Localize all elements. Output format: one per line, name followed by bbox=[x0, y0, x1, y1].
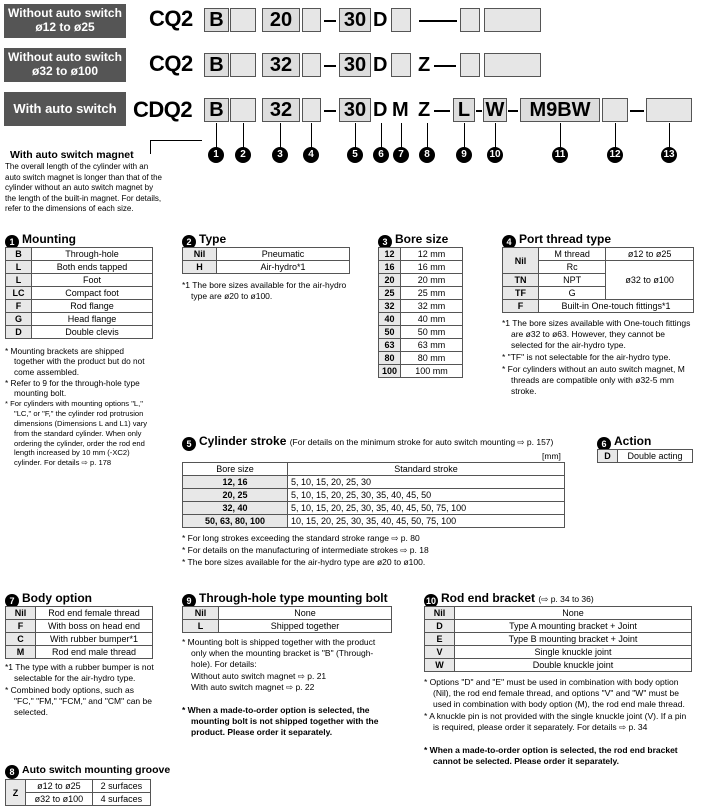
desc-cell: 80 mm bbox=[401, 352, 463, 365]
table-row bbox=[379, 326, 463, 339]
body-option-table bbox=[5, 606, 153, 659]
note-text: Mounting brackets are shipped together with the product but do not come assembled. bbox=[10, 346, 145, 377]
section-title-text: Bore size bbox=[395, 232, 449, 246]
section-number: 5 bbox=[182, 437, 196, 451]
code-cell: F bbox=[503, 300, 539, 313]
table-row bbox=[183, 607, 392, 620]
code-cell: 40 bbox=[379, 313, 401, 326]
row-label-no-switch-small bbox=[4, 4, 126, 38]
bracket-table bbox=[424, 606, 692, 672]
table-row bbox=[6, 780, 151, 793]
groove-table bbox=[5, 779, 151, 806]
table-row bbox=[183, 489, 565, 502]
code-bore: 20 bbox=[262, 8, 300, 32]
code-bolt-blank bbox=[460, 8, 480, 32]
code-port-blank bbox=[302, 53, 321, 77]
table-row bbox=[6, 287, 153, 300]
code-cell: C bbox=[6, 633, 36, 646]
desc-cell: Type B mounting bracket + Joint bbox=[455, 633, 692, 646]
ref-number-circle: 1 bbox=[208, 147, 224, 163]
note: * A knuckle pin is not provided with the single knuckle joint (V). If a pin is required, please order it separately. For details ⇨ p. 34 bbox=[424, 711, 687, 732]
code-cell: 12 bbox=[379, 248, 401, 261]
code-port-blank bbox=[302, 8, 321, 32]
code-mounting: B bbox=[204, 98, 229, 122]
note: * Refer to 9 for the through-hole type mounting bolt. bbox=[5, 377, 140, 399]
desc-cell: Shipped together bbox=[219, 620, 392, 633]
table-row bbox=[379, 365, 463, 378]
note-text: For long strokes exceeding the standard stroke range ⇨ p. 80 bbox=[187, 533, 420, 543]
table-row bbox=[379, 274, 463, 287]
ref-number-circle: 8 bbox=[419, 147, 435, 163]
leader-line bbox=[464, 123, 465, 149]
code-mounting: B bbox=[204, 8, 229, 32]
code-port-blank bbox=[302, 98, 321, 122]
section-number: 6 bbox=[597, 437, 611, 451]
section-number: 7 bbox=[5, 594, 19, 608]
header-cell: Standard stroke bbox=[288, 463, 565, 476]
row-label-text: Without auto switch bbox=[8, 6, 122, 20]
warning-note: * When a made-to-order option is selected, the rod end bracket cannot be selected. Please order it separately. bbox=[424, 745, 678, 766]
desc-cell: Pneumatic bbox=[217, 248, 350, 261]
note-text: When a made-to-order option is selected, the rod end bracket cannot be selected. Please order it separately. bbox=[429, 745, 678, 766]
code-action: D bbox=[373, 54, 388, 76]
desc-cell: Rod end male thread bbox=[36, 646, 153, 659]
code-number-blank bbox=[646, 98, 692, 122]
header-cell: Bore size bbox=[183, 463, 288, 476]
table-row bbox=[425, 659, 692, 672]
section-groove-title bbox=[5, 764, 170, 779]
section-stroke-title bbox=[182, 434, 553, 451]
code-cell: Nil bbox=[425, 607, 455, 620]
code-cell: D bbox=[6, 326, 32, 339]
port-thread-table bbox=[502, 247, 694, 313]
note-text: *1 The type with a rubber bumper is not selectable for the air-hydro type. bbox=[5, 662, 154, 683]
section-number: 2 bbox=[182, 235, 196, 249]
ref-number-circle: 3 bbox=[272, 147, 288, 163]
note-text: A knuckle pin is not provided with the single knuckle joint (V). If a pin is required, please order it separately. For details ⇨ p. 34 bbox=[429, 711, 687, 732]
note-text: Mounting bolt is shipped together with the product only when the mounting bracket is "B" (Through-hole). For details: bbox=[187, 637, 376, 669]
row-label-range: ø32 to ø100 bbox=[31, 64, 99, 79]
dash bbox=[434, 110, 450, 112]
section-title-text: Rod end bracket bbox=[441, 591, 536, 605]
note-text: "TF" is not selectable for the air-hydro type. bbox=[507, 352, 671, 362]
range-cell: ø32 to ø100 bbox=[26, 793, 93, 806]
code-cell: 63 bbox=[379, 339, 401, 352]
code-stroke: 30 bbox=[339, 8, 371, 32]
code-cell: Nil bbox=[6, 607, 36, 620]
desc-cell: Double acting bbox=[618, 450, 693, 463]
code-cell: 12, 16 bbox=[183, 476, 288, 489]
code-action: D bbox=[373, 9, 388, 31]
desc-cell: Foot bbox=[32, 274, 153, 287]
row-label-with-switch bbox=[4, 92, 126, 126]
ref-number-circle: 9 bbox=[456, 147, 472, 163]
note: * "TF" is not selectable for the air-hydro type. bbox=[502, 352, 671, 362]
model-prefix: CQ2 bbox=[149, 51, 193, 76]
desc-cell: Rc bbox=[539, 261, 606, 274]
desc-cell: 16 mm bbox=[401, 261, 463, 274]
desc-cell: G bbox=[539, 287, 606, 300]
table-row bbox=[6, 326, 153, 339]
section-subtitle: (For details on the minimum stroke for auto switch mounting ⇨ p. 157) bbox=[289, 437, 554, 447]
table-row bbox=[183, 476, 565, 489]
note: * Mounting bolt is shipped together with the product only when the mounting bracket is "B" (Through-hole). For details: bbox=[182, 637, 376, 669]
code-auto-switch: M9BW bbox=[520, 98, 600, 122]
desc-cell: 5, 10, 15, 20, 25, 30, 35, 40, 45, 50 bbox=[288, 489, 565, 502]
desc-cell: 100 mm bbox=[401, 365, 463, 378]
dash bbox=[324, 20, 336, 22]
table-row bbox=[6, 793, 151, 806]
code-bore: 32 bbox=[262, 98, 300, 122]
body-notes bbox=[5, 662, 155, 719]
code-bore: 32 bbox=[262, 53, 300, 77]
desc-cell: NPT bbox=[539, 274, 606, 287]
section-number: 4 bbox=[502, 235, 516, 249]
desc-cell: Compact foot bbox=[32, 287, 153, 300]
desc-cell: 2 surfaces bbox=[92, 780, 150, 793]
desc-cell: Head flange bbox=[32, 313, 153, 326]
code-cell: Nil bbox=[503, 248, 539, 274]
table-row bbox=[6, 646, 153, 659]
code-bolt: L bbox=[453, 98, 475, 122]
desc-cell: Both ends tapped bbox=[32, 261, 153, 274]
code-groove: Z bbox=[418, 99, 431, 121]
code-cell: L bbox=[6, 261, 32, 274]
range-cell: ø32 to ø100 bbox=[606, 261, 694, 300]
desc-cell: 50 mm bbox=[401, 326, 463, 339]
desc-cell: With rubber bumper*1 bbox=[36, 633, 153, 646]
leader-line bbox=[311, 123, 312, 149]
ref-number-circle: 7 bbox=[393, 147, 409, 163]
code-mounting: B bbox=[204, 53, 229, 77]
note-text: Refer to 9 for the through-hole type mounting bolt. bbox=[10, 377, 140, 399]
type-note bbox=[182, 280, 352, 303]
code-cell: TN bbox=[503, 274, 539, 287]
desc-cell: 10, 15, 20, 25, 30, 35, 40, 45, 50, 75, 100 bbox=[288, 515, 565, 528]
desc-cell: 12 mm bbox=[401, 248, 463, 261]
code-cell: 50 bbox=[379, 326, 401, 339]
code-bracket-blank bbox=[484, 8, 541, 32]
code-bracket: W bbox=[483, 98, 507, 122]
note-text: *1 The bore sizes available with One-touch fittings are ø32 to ø63. However, they cannot be selected for the air-hydro type. bbox=[502, 318, 691, 350]
ref-number-circle: 11 bbox=[552, 147, 568, 163]
stroke-unit: [mm] bbox=[542, 451, 561, 461]
stroke-notes bbox=[182, 533, 567, 569]
code-cell: F bbox=[6, 300, 32, 313]
table-row bbox=[425, 620, 692, 633]
code-cell: 16 bbox=[379, 261, 401, 274]
row-label-text: With auto switch bbox=[13, 101, 117, 116]
desc-cell: With boss on head end bbox=[36, 620, 153, 633]
section-title-text: Through-hole type mounting bolt bbox=[199, 591, 388, 605]
table-row bbox=[503, 300, 694, 313]
section-subtitle: (⇨ p. 34 to 36) bbox=[538, 594, 594, 604]
desc-cell: Rod flange bbox=[32, 300, 153, 313]
range-cell: ø12 to ø25 bbox=[606, 248, 694, 261]
code-type-blank bbox=[230, 8, 256, 32]
table-row bbox=[379, 261, 463, 274]
code-cell: 25 bbox=[379, 287, 401, 300]
section-title-text: Port thread type bbox=[519, 232, 612, 246]
code-cell: 50, 63, 80, 100 bbox=[183, 515, 288, 528]
note-text: For cylinders with mounting options "L," "LC," or "F," the cylinder rod protrusion dimensions (Dimensions L and L1) vary from the standard cylinder. When only ordering the cylinder, order the rod end length increased by 10 mm (-XC2) cylinder. For details ⇨ p. 178 bbox=[10, 399, 148, 468]
leader-line bbox=[669, 123, 670, 149]
row-label-no-switch-large bbox=[4, 48, 126, 82]
table-row bbox=[183, 620, 392, 633]
note-text: Options "D" and "E" must be used in combination with body option (Nil), the rod end female thread, and options "V" and "W" must be used in combination with body option (M), the rod end male thread. bbox=[429, 677, 685, 709]
code-body-blank bbox=[391, 8, 411, 32]
table-row bbox=[6, 607, 153, 620]
row-label-range: ø12 to ø25 bbox=[35, 20, 95, 35]
section-title-text: Cylinder stroke bbox=[199, 434, 287, 448]
section-number: 3 bbox=[378, 235, 392, 249]
desc-cell: 4 surfaces bbox=[92, 793, 150, 806]
note-text: For cylinders without an auto switch magnet, M threads are compatible only with ø32-5 mm stroke. bbox=[507, 364, 685, 396]
code-body: M bbox=[392, 99, 409, 121]
code-type-blank bbox=[230, 98, 256, 122]
code-cell: 32, 40 bbox=[183, 502, 288, 515]
table-row bbox=[379, 248, 463, 261]
table-row bbox=[425, 607, 692, 620]
code-cell: V bbox=[425, 646, 455, 659]
section-number: 9 bbox=[182, 594, 196, 608]
code-cell: 32 bbox=[379, 300, 401, 313]
note-text: *1 The bore sizes available for the air-hydro type are ø20 to ø100. bbox=[182, 280, 347, 301]
dash bbox=[324, 65, 336, 67]
table-row bbox=[379, 300, 463, 313]
section-number: 8 bbox=[5, 765, 19, 779]
code-cell: Nil bbox=[183, 248, 217, 261]
note: * For details on the manufacturing of intermediate strokes ⇨ p. 18 bbox=[182, 545, 429, 555]
leader-line bbox=[401, 123, 402, 149]
section-title-text: Action bbox=[614, 434, 652, 448]
desc-cell: Type A mounting bracket + Joint bbox=[455, 620, 692, 633]
code-cell: B bbox=[6, 248, 32, 261]
note-text: With auto switch magnet ⇨ p. 22 bbox=[191, 682, 315, 692]
code-cell: Z bbox=[6, 780, 26, 806]
note: * For long strokes exceeding the standard stroke range ⇨ p. 80 bbox=[182, 533, 420, 543]
table-row bbox=[503, 248, 694, 261]
section-title-text: Type bbox=[199, 232, 227, 246]
ref-number-circle: 2 bbox=[235, 147, 251, 163]
note-text: For details on the manufacturing of intermediate strokes ⇨ p. 18 bbox=[187, 545, 429, 555]
model-prefix: CQ2 bbox=[149, 6, 193, 31]
stroke-table bbox=[182, 462, 565, 528]
table-row bbox=[6, 633, 153, 646]
code-bolt-blank bbox=[460, 53, 480, 77]
code-type-blank bbox=[230, 53, 256, 77]
note: * Combined body options, such as "FC," "FM," "FCM," and "CM" can be selected. bbox=[5, 685, 152, 717]
desc-cell: Rod end female thread bbox=[36, 607, 153, 620]
bracket-notes bbox=[424, 677, 694, 768]
leader-line bbox=[216, 123, 217, 149]
code-cell: W bbox=[425, 659, 455, 672]
type-table bbox=[182, 247, 350, 274]
ref-number-circle: 4 bbox=[303, 147, 319, 163]
magnet-description: The overall length of the cylinder with an auto switch magnet is longer than that of the cylinder without an auto switch magnet by the length of the built-in magnet. For details, refer to the dimensions of each size. bbox=[5, 162, 162, 213]
desc-cell: Single knuckle joint bbox=[455, 646, 692, 659]
note: * For cylinders with mounting options "L," "LC," or "F," the cylinder rod protrusion dimensions (Dimensions L and L1) vary from the standard cylinder. When only ordering the cylinder, order the rod end length increased by 10 mm (-XC2) cylinder. For details ⇨ p. 178 bbox=[5, 399, 148, 468]
range-cell: ø12 to ø25 bbox=[26, 780, 93, 793]
code-stroke: 30 bbox=[339, 98, 371, 122]
desc-cell: Built-in One-touch fittings*1 bbox=[539, 300, 694, 313]
table-row bbox=[6, 300, 153, 313]
table-row bbox=[379, 287, 463, 300]
table-row bbox=[6, 274, 153, 287]
ref-number-circle: 5 bbox=[347, 147, 363, 163]
dash bbox=[419, 20, 457, 22]
mounting-table bbox=[5, 247, 153, 339]
ref-number-circle: 6 bbox=[373, 147, 389, 163]
code-cell: E bbox=[425, 633, 455, 646]
table-row bbox=[183, 463, 565, 476]
section-title-text: Mounting bbox=[22, 232, 76, 246]
code-cell: 20 bbox=[379, 274, 401, 287]
code-cell: D bbox=[598, 450, 618, 463]
leader-line bbox=[381, 123, 382, 149]
table-row bbox=[183, 502, 565, 515]
model-prefix: CDQ2 bbox=[133, 97, 193, 122]
table-row bbox=[6, 313, 153, 326]
code-body-blank bbox=[391, 53, 411, 77]
warning-note: * When a made-to-order option is selected, the mounting bolt is not shipped together with the product. Please order it separately. bbox=[182, 705, 379, 737]
desc-cell: None bbox=[455, 607, 692, 620]
desc-cell: 25 mm bbox=[401, 287, 463, 300]
leader-line bbox=[495, 123, 496, 149]
leader-line bbox=[615, 123, 616, 149]
table-row bbox=[379, 352, 463, 365]
code-cell: LC bbox=[6, 287, 32, 300]
bolt-table bbox=[182, 606, 392, 633]
dash bbox=[434, 65, 456, 67]
code-cell: 80 bbox=[379, 352, 401, 365]
desc-cell: 40 mm bbox=[401, 313, 463, 326]
desc-cell: 5, 10, 15, 20, 25, 30 bbox=[288, 476, 565, 489]
note: * Options "D" and "E" must be used in combination with body option (Nil), the rod end female thread, and options "V" and "W" must be used in combination with body option (M), the rod end male thread. bbox=[424, 677, 685, 709]
section-title-text: Body option bbox=[22, 591, 92, 605]
magnet-title: With auto switch magnet bbox=[10, 149, 134, 161]
leader-line bbox=[427, 123, 428, 149]
code-cell: L bbox=[6, 274, 32, 287]
code-groove: Z bbox=[418, 54, 431, 76]
code-cell: D bbox=[425, 620, 455, 633]
table-row bbox=[183, 515, 565, 528]
bolt-notes bbox=[182, 637, 392, 739]
note-text: The bore sizes available for the air-hydro type are ø20 to ø100. bbox=[187, 557, 426, 567]
code-lead-wire-blank bbox=[602, 98, 628, 122]
code-cell: 20, 25 bbox=[183, 489, 288, 502]
code-action: D bbox=[373, 99, 388, 121]
code-bracket-blank bbox=[484, 53, 541, 77]
dash bbox=[508, 110, 518, 112]
bore-size-table bbox=[378, 247, 463, 378]
code-cell: H bbox=[183, 261, 217, 274]
leader-line bbox=[280, 123, 281, 149]
desc-cell: 63 mm bbox=[401, 339, 463, 352]
table-row bbox=[425, 633, 692, 646]
code-cell: G bbox=[6, 313, 32, 326]
note: * For cylinders without an auto switch magnet, M threads are compatible only with ø32-5 mm stroke. bbox=[502, 364, 685, 396]
note-text: Combined body options, such as "FC," "FM," "FCM," and "CM" can be selected. bbox=[10, 685, 152, 717]
port-notes bbox=[502, 318, 692, 398]
code-cell: TF bbox=[503, 287, 539, 300]
desc-cell: 32 mm bbox=[401, 300, 463, 313]
note: * The bore sizes available for the air-hydro type are ø20 to ø100. bbox=[182, 557, 426, 567]
mounting-notes bbox=[5, 346, 155, 469]
desc-cell: M thread bbox=[539, 248, 606, 261]
note-text: Without auto switch magnet ⇨ p. 21 bbox=[191, 671, 327, 681]
desc-cell: Double clevis bbox=[32, 326, 153, 339]
dash bbox=[630, 110, 644, 112]
ref-number-circle: 10 bbox=[487, 147, 503, 163]
desc-cell: None bbox=[219, 607, 392, 620]
note: * Mounting brackets are shipped together with the product but do not come assembled. bbox=[5, 346, 145, 377]
leader-line bbox=[243, 123, 244, 149]
table-row bbox=[6, 620, 153, 633]
table-row bbox=[6, 248, 153, 261]
desc-cell: 20 mm bbox=[401, 274, 463, 287]
table-row bbox=[6, 261, 153, 274]
leader-line bbox=[560, 123, 561, 149]
magnet-callout-line bbox=[150, 140, 202, 154]
table-row bbox=[183, 261, 350, 274]
desc-cell: 5, 10, 15, 20, 25, 30, 35, 40, 45, 50, 75, 100 bbox=[288, 502, 565, 515]
table-row bbox=[379, 313, 463, 326]
table-row bbox=[379, 339, 463, 352]
desc-cell: Air-hydro*1 bbox=[217, 261, 350, 274]
code-cell: M bbox=[6, 646, 36, 659]
ref-number-circle: 12 bbox=[607, 147, 623, 163]
action-table bbox=[597, 449, 693, 463]
row-label-text: Without auto switch bbox=[8, 50, 122, 64]
table-row bbox=[598, 450, 693, 463]
dash bbox=[476, 110, 482, 112]
code-cell: L bbox=[183, 620, 219, 633]
section-title-text: Auto switch mounting groove bbox=[22, 764, 171, 776]
code-cell: Nil bbox=[183, 607, 219, 620]
note-text: When a made-to-order option is selected, the mounting bolt is not shipped together with the product. Please order it separately. bbox=[187, 705, 379, 737]
code-cell: 100 bbox=[379, 365, 401, 378]
section-number: 10 bbox=[425, 596, 436, 606]
section-number: 1 bbox=[5, 235, 19, 249]
ref-number-circle: 13 bbox=[661, 147, 677, 163]
desc-cell: Double knuckle joint bbox=[455, 659, 692, 672]
code-stroke: 30 bbox=[339, 53, 371, 77]
table-row bbox=[425, 646, 692, 659]
table-row bbox=[183, 248, 350, 261]
leader-line bbox=[355, 123, 356, 149]
desc-cell: Through-hole bbox=[32, 248, 153, 261]
dash bbox=[324, 110, 336, 112]
code-cell: F bbox=[6, 620, 36, 633]
